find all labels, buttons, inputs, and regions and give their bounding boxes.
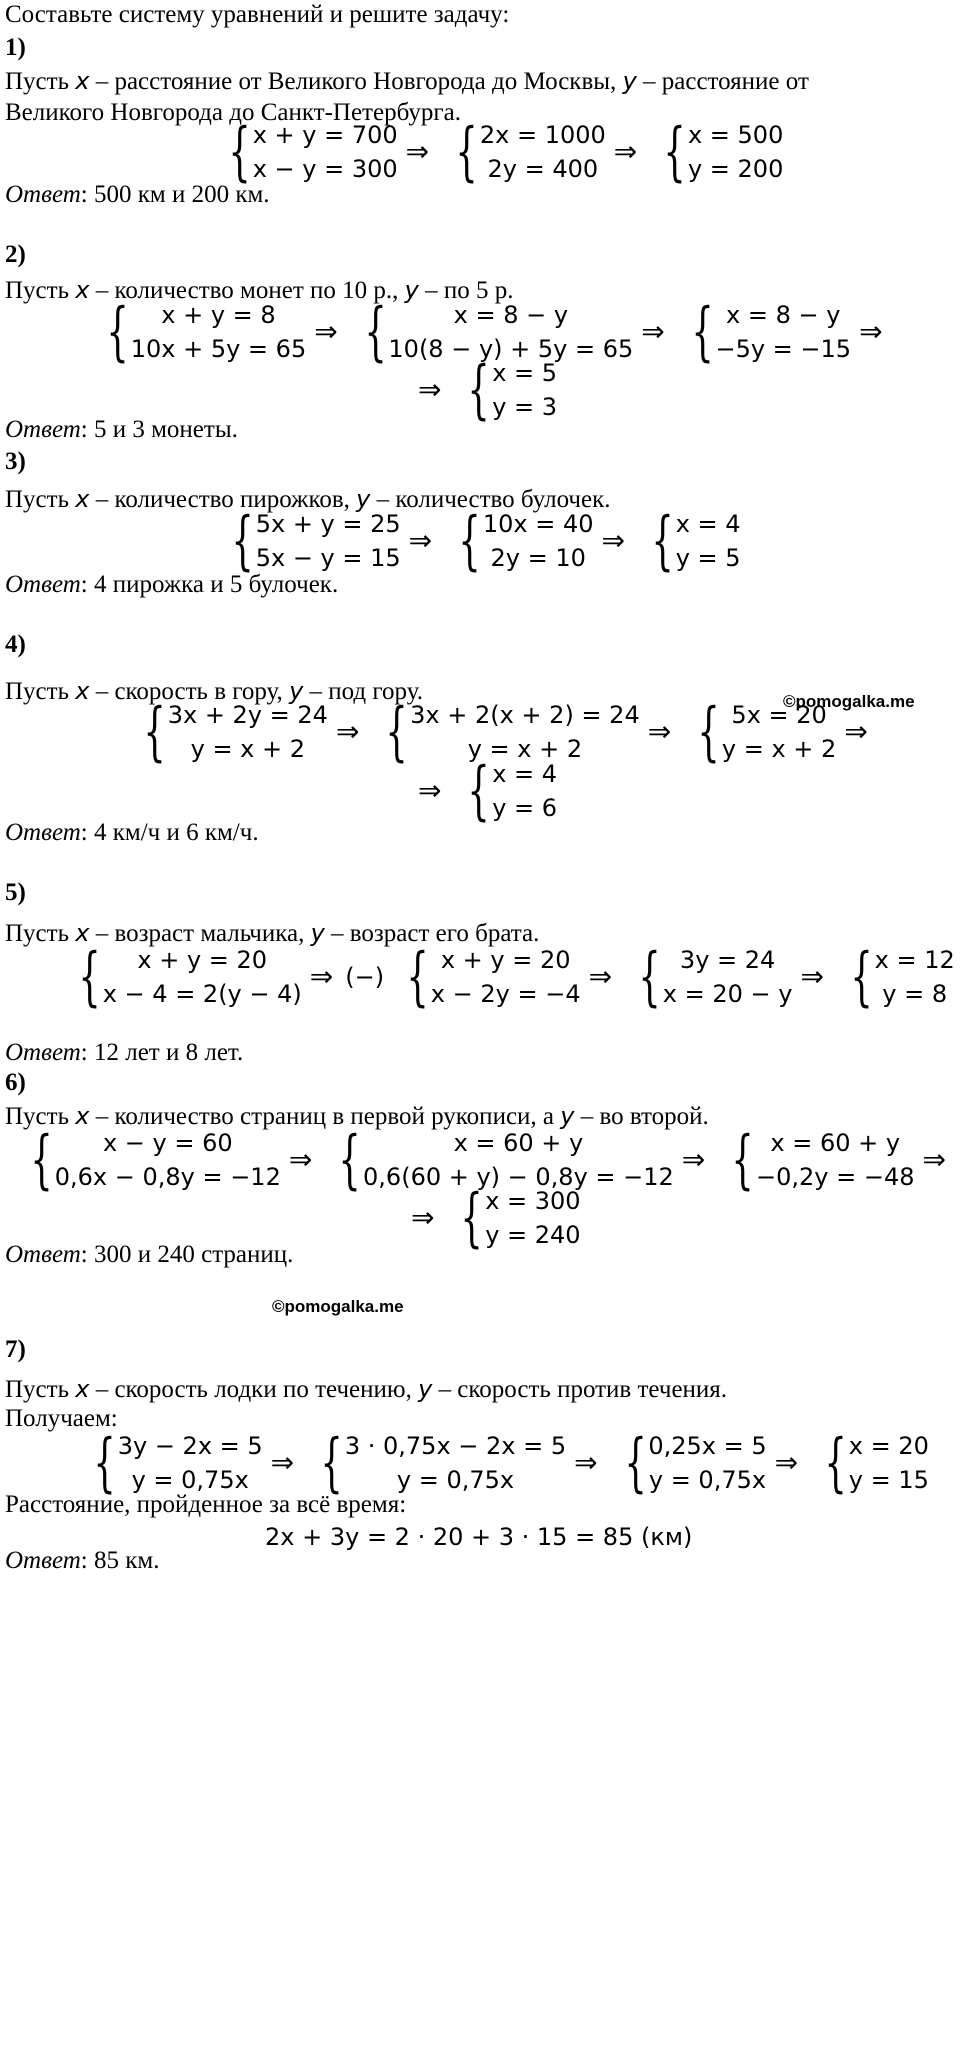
equation: x = 60 + y [770, 1129, 901, 1157]
problem-4-text-line-1: Пусть x – скорость в гору, y – под гору. [5, 677, 423, 705]
brace-icon: { [320, 1426, 343, 1500]
answer-label: Ответ [5, 1547, 81, 1574]
implies-arrow: ⇒ [613, 135, 638, 168]
implies-arrow: ⇒ [601, 524, 625, 557]
implies-arrow: ⇒ [309, 960, 334, 993]
implies-arrow: ⇒ [335, 715, 360, 748]
equation-system [367, 695, 640, 769]
equation: y = x + 2 [190, 735, 306, 763]
equation: 10x = 40 [482, 510, 594, 538]
problem-7-distance-equation [265, 1520, 692, 1554]
equation: y = 6 [492, 794, 558, 822]
implies-arrow: ⇒ [314, 315, 338, 348]
implies-arrow: ⇒ [574, 1446, 598, 1479]
problem-7-equations [75, 1426, 929, 1500]
implies-arrow: ⇒ [641, 315, 665, 348]
equation: x = 20 − y [662, 980, 793, 1008]
answer-value: : 4 км/ч и 6 км/ч. [80, 819, 259, 846]
equation-system [125, 695, 328, 769]
equation: y = 8 [882, 980, 948, 1008]
equation: −0,2y = −48 [755, 1163, 915, 1191]
problem-2-equations-line-2 [410, 353, 558, 427]
implies-arrow: ⇒ [288, 1143, 313, 1176]
problem-7-number: 7) [5, 1336, 26, 1363]
equation: y = 200 [687, 155, 784, 183]
implies-arrow: ⇒ [922, 1143, 946, 1176]
problem-1-equations [210, 115, 784, 189]
equation: x + y = 20 [440, 946, 571, 974]
brace-icon: { [231, 504, 254, 578]
equation-system [449, 754, 558, 828]
equation: 0,25x = 5 [648, 1432, 767, 1460]
answer-value: : 12 лет и 8 лет. [80, 1039, 244, 1066]
equation: x − 2y = −4 [430, 980, 581, 1008]
problem-4-number: 4) [5, 631, 26, 658]
equation: 5x − y = 15 [255, 544, 401, 572]
implies-arrow: ⇒ [859, 315, 883, 348]
equation: x = 8 − y [726, 301, 841, 329]
equation-system [60, 940, 302, 1014]
problem-5-number: 5) [5, 879, 26, 906]
equation: 0,6(60 + y) − 0,8y = −12 [363, 1163, 674, 1191]
equation: y = 240 [485, 1221, 581, 1249]
problem-5-text-line-1: Пусть x – возраст мальчика, y – возраст его брата. [5, 919, 540, 947]
problem-4-equations-line-2 [410, 754, 558, 828]
equation: x − 4 = 2(y − 4) [102, 980, 302, 1008]
problem-7-text-line-1: Пусть x – скорость лодки по течению, y – скорость против течения. [5, 1375, 728, 1403]
problem-7-answer [5, 1546, 159, 1576]
brace-icon: { [78, 940, 101, 1014]
equation: x − y = 60 [102, 1129, 233, 1157]
equation: y = 3 [492, 393, 558, 421]
equation: y = x + 2 [467, 735, 583, 763]
equation: x = 4 [675, 510, 741, 538]
problem-1-text-line-1: Пусть x – расстояние от Великого Новгорода до Москвы, y – расстояние от [5, 67, 809, 95]
brace-icon: { [638, 940, 661, 1014]
problem-5-answer [5, 1038, 243, 1068]
answer-value: : 4 пирожка и 5 булочек. [80, 571, 339, 598]
brace-icon: { [467, 754, 491, 828]
equation: 3y = 24 [679, 946, 776, 974]
equation-system [440, 504, 594, 578]
equation: 0,6x − 0,8y = −12 [54, 1163, 281, 1191]
operation-sign: (−) [345, 963, 385, 991]
answer-label: Ответ [5, 571, 81, 598]
equation-system [713, 1123, 915, 1197]
equation: x + y = 700 [252, 121, 398, 149]
problem-7-text-line-2: Получаем: [5, 1405, 118, 1432]
equation-system [437, 115, 606, 189]
implies-arrow: ⇒ [418, 373, 442, 406]
problem-3-number: 3) [5, 448, 26, 475]
brace-icon: { [460, 1181, 484, 1255]
equation: 2x = 1000 [479, 121, 606, 149]
implies-arrow: ⇒ [405, 135, 430, 168]
brace-icon: { [228, 115, 251, 189]
answer-label: Ответ [5, 416, 81, 443]
answer-value: : 500 км и 200 км. [80, 181, 270, 208]
equation-system [806, 1426, 929, 1500]
equation-system [302, 1426, 567, 1500]
brace-icon: { [406, 940, 429, 1014]
problem-1-number: 1) [5, 34, 26, 61]
implies-arrow: ⇒ [411, 1201, 435, 1234]
equation: x = 500 [687, 121, 784, 149]
brace-icon: { [385, 695, 409, 769]
equation-system [88, 295, 307, 369]
brace-icon: { [338, 1123, 362, 1197]
brace-icon: { [731, 1123, 754, 1197]
brace-icon: { [663, 115, 686, 189]
answer-label: Ответ [5, 181, 81, 208]
intro-text: Составьте систему уравнений и решите задачу: [5, 1, 510, 28]
problem-1-text-line-2: Великого Новгорода до Санкт-Петербурга. [5, 99, 461, 126]
implies-arrow: ⇒ [588, 960, 613, 993]
problem-3-text-line-1: Пусть x – количество пирожков, y – количество булочек. [5, 485, 611, 513]
equation: 5x = 20 [731, 701, 827, 729]
equation-system [75, 1426, 263, 1500]
equation: 3x + 2(x + 2) = 24 [410, 701, 640, 729]
brace-icon: { [651, 504, 674, 578]
answer-value: : 300 и 240 страниц. [80, 1241, 294, 1268]
implies-arrow: ⇒ [270, 1446, 295, 1479]
implies-arrow: ⇒ [418, 774, 442, 807]
problem-1-answer [5, 180, 270, 210]
equation: y = x + 2 [721, 735, 837, 763]
equation-system [645, 115, 784, 189]
problem-2-text-line-1: Пусть x – количество монет по 10 р., y – по 5 р. [5, 276, 514, 304]
equation: x = 8 − y [453, 301, 569, 329]
distance-formula: 2x + 3y = 2 · 20 + 3 · 15 = 85 (км) [265, 1523, 693, 1551]
problem-2-number: 2) [5, 241, 26, 268]
implies-arrow: ⇒ [844, 715, 868, 748]
implies-arrow: ⇒ [681, 1143, 706, 1176]
equation: x − y = 300 [252, 155, 398, 183]
equation-system [449, 353, 558, 427]
equation: x = 4 [492, 760, 558, 788]
equation-system [620, 940, 793, 1014]
brace-icon: { [458, 504, 481, 578]
equation: 10x + 5y = 65 [130, 335, 307, 363]
problem-6-text-line-1: Пусть x – количество страниц в первой рукописи, а y – во второй. [5, 1102, 709, 1130]
implies-arrow: ⇒ [800, 960, 824, 993]
watermark-top: ©pomogalka.me [783, 692, 915, 711]
equation: y = 0,75x [648, 1466, 767, 1494]
equation: y = 0,75x [396, 1466, 515, 1494]
equation-system [210, 115, 398, 189]
equation: x = 20 [848, 1432, 929, 1460]
brace-icon: { [467, 353, 491, 427]
equation-system [388, 940, 581, 1014]
brace-icon: { [850, 940, 873, 1014]
equation-system [606, 1426, 767, 1500]
brace-icon: { [364, 295, 387, 369]
equation-system [12, 1123, 281, 1197]
answer-value: : 85 км. [80, 1547, 160, 1574]
problem-5-equations [60, 940, 955, 1014]
answer-label: Ответ [5, 819, 81, 846]
equation-system [633, 504, 741, 578]
equation-system [679, 695, 837, 769]
equation: x = 60 + y [453, 1129, 584, 1157]
equation: x = 300 [485, 1187, 581, 1215]
answer-value: : 5 и 3 монеты. [80, 416, 238, 443]
equation-system [832, 940, 955, 1014]
equation-system [442, 1181, 581, 1255]
equation-system [213, 504, 401, 578]
brace-icon: { [93, 1426, 116, 1500]
answer-label: Ответ [5, 1039, 81, 1066]
equation: 3y − 2x = 5 [117, 1432, 263, 1460]
problem-2-answer [5, 415, 238, 445]
brace-icon: { [697, 695, 720, 769]
brace-icon: { [143, 695, 166, 769]
problem-6-answer [5, 1240, 293, 1270]
watermark-bottom: ©pomogalka.me [272, 1297, 404, 1316]
equation: y = 0,75x [131, 1466, 249, 1494]
equation: 10(8 − y) + 5y = 65 [388, 335, 634, 363]
problem-6-equations-line-2 [403, 1181, 581, 1255]
brace-icon: { [691, 295, 714, 369]
equation: −5y = −15 [715, 335, 852, 363]
equation: x = 12 [874, 946, 955, 974]
equation: 2y = 400 [487, 155, 599, 183]
problem-7-distance-text: Расстояние, пройденное за всё время: [5, 1491, 407, 1518]
equation: x + y = 8 [161, 301, 276, 329]
implies-arrow: ⇒ [774, 1446, 799, 1479]
problem-4-answer [5, 818, 259, 848]
equation: x + y = 20 [137, 946, 268, 974]
brace-icon: { [30, 1123, 53, 1197]
problem-6-number: 6) [5, 1069, 26, 1096]
implies-arrow: ⇒ [408, 524, 433, 557]
brace-icon: { [824, 1426, 847, 1500]
equation: x = 5 [492, 359, 558, 387]
brace-icon: { [106, 295, 129, 369]
equation: y = 5 [675, 544, 741, 572]
equation: y = 15 [848, 1466, 929, 1494]
answer-label: Ответ [5, 1241, 81, 1268]
equation: 5x + y = 25 [255, 510, 401, 538]
brace-icon: { [455, 115, 478, 189]
equation-system [673, 295, 852, 369]
equation: 2y = 10 [490, 544, 586, 572]
problem-3-equations [213, 504, 741, 578]
equation: 3x + 2y = 24 [167, 701, 328, 729]
problem-3-answer [5, 570, 338, 600]
brace-icon: { [623, 1426, 647, 1500]
equation: 3 · 0,75x − 2x = 5 [344, 1432, 567, 1460]
implies-arrow: ⇒ [647, 715, 672, 748]
